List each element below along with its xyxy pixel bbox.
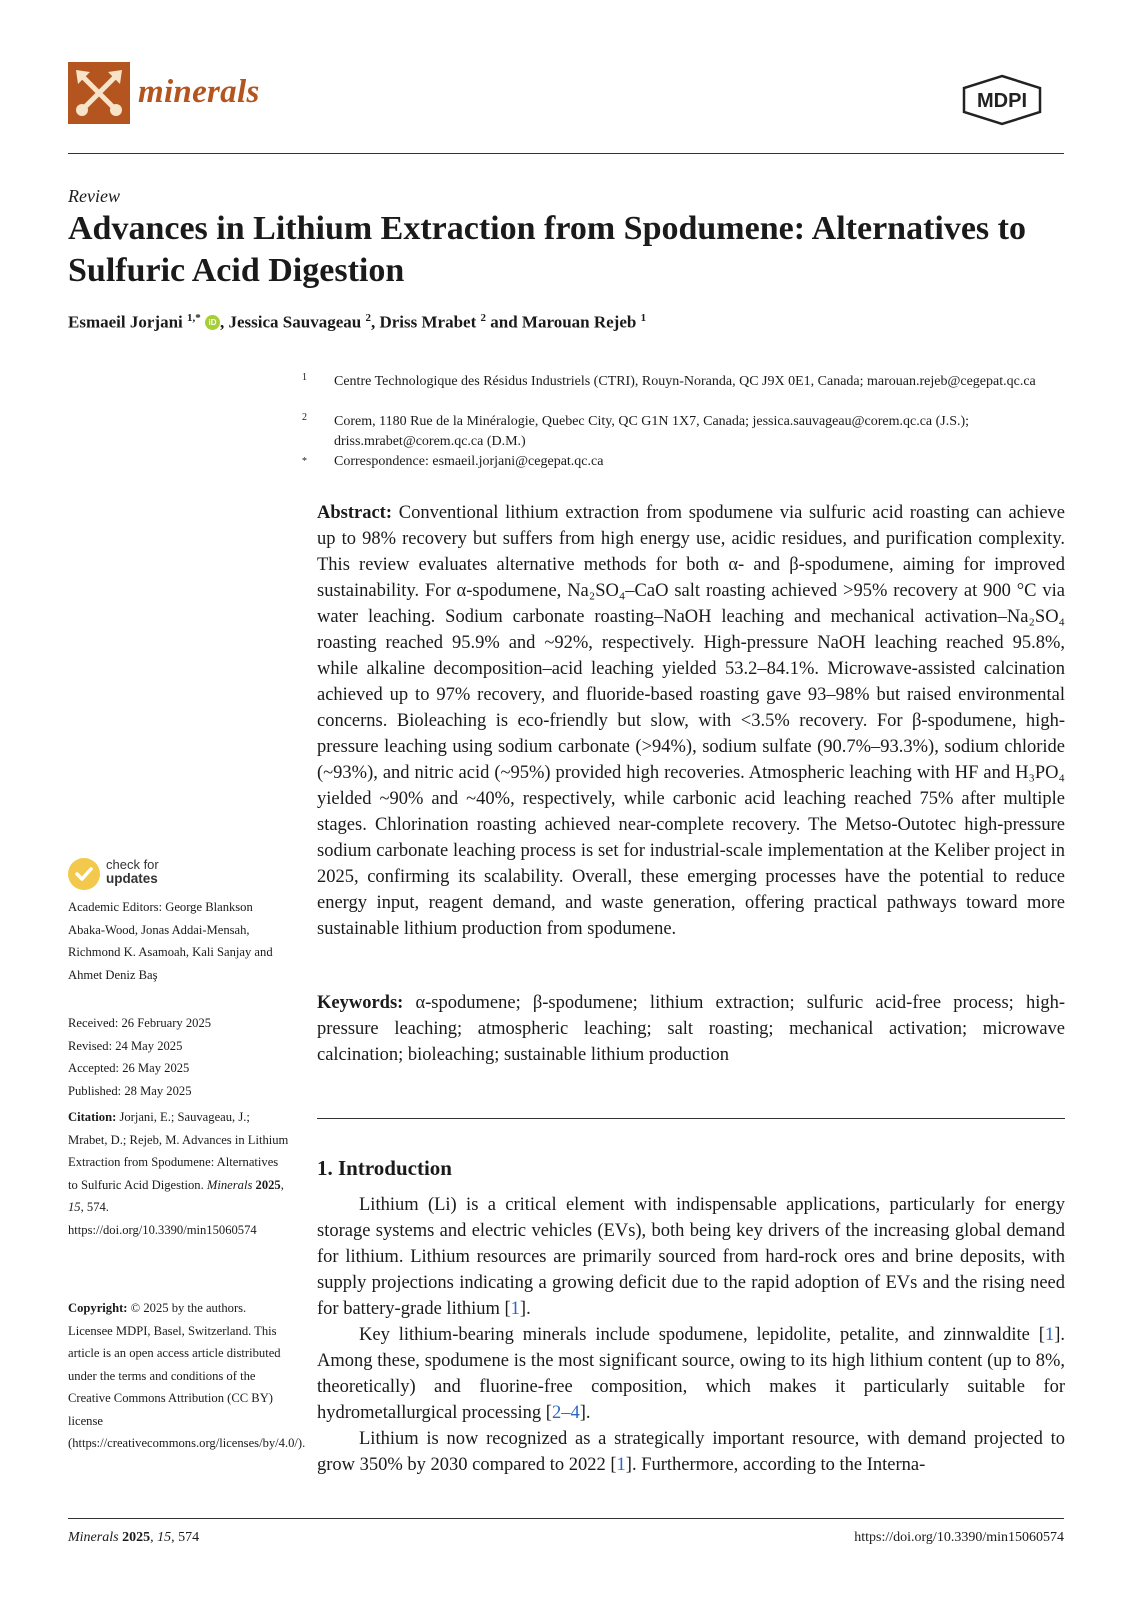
citation-doi[interactable]: , 574. https://doi.org/10.3390/min15060574 [68, 1200, 257, 1237]
citation-journal: Minerals [206, 1177, 253, 1192]
footer-volume: 15 [157, 1530, 172, 1545]
journal-logo [68, 62, 130, 124]
check-updates-label [106, 858, 159, 886]
mdpi-logo [960, 74, 1044, 126]
check-for-updates-button[interactable] [68, 858, 188, 890]
orcid-icon[interactable]: iD [205, 315, 220, 330]
citation-text: Jorjani, E.; Sauvageau, J.; Mrabet, D.; Rejeb, M. Advances in Lithium Extraction from Spodumene: Alternatives to Sulfuric Acid Digestion. [68, 1110, 289, 1192]
footer-divider [68, 1518, 1064, 1519]
section-heading: 1. Introduction [317, 1156, 452, 1180]
paragraph [317, 1322, 1065, 1426]
published-date: Published: 28 May 2025 [68, 1083, 192, 1098]
affiliation [302, 372, 1058, 392]
abstract-text: Conventional lithium extraction from spodumene via sulfuric acid roasting can achieve up to 98% recovery but suffers from high energy use, acidic residues, and purification complexity. This review evaluates alternative methods for both α- and β-spodumene, aiming for improved sustainability. For α-spodumene, Na₂SO₄–CaO salt roasting achieved >95% recovery at 900 °C via water leaching. Sodium carbonate roasting–NaOH leaching and mechanical activation–Na₂SO₄ roasting reached 95.9% and ~92%, respectively. High-pressure NaOH leaching reached 95.8%, while alkaline decomposition–acid leaching yielded 53.2–84.1%. Microwave-assisted calcination achieved up to 97% recovery, and fluoride-based roasting gave 93–98% but raised environmental concerns. Bioleaching is eco-friendly but slow, with <3.5% recovery. For β-spodumene, high-pressure leaching using sodium carbonate (>94%), sodium sulfate (90.7%–93.3%), sodium chloride (~93%), and nitric acid (~95%) provided high recoveries. Atmospheric leaching with HF and H₃PO₄ yielded ~90% and ~40%, respectively, while carbonic acid leaching reached 75% after multiple stages. Chlorination roasting achieved near-complete recovery. The Metso-Outotec high-pressure sodium carbonate leaching process is set for industrial-scale implementation at the Keliber project in 2025, confirming its scalability. Overall, these emerging processes have the potential to reduce energy input, reagent demand, and waste generation, offering practical pathways toward more sustainable lithium production from spodumene. [317, 503, 1065, 939]
citation-link[interactable]: 1 [510, 1299, 520, 1319]
footer-year: 2025 [122, 1530, 151, 1545]
check-updates-line1: check for [106, 857, 159, 872]
citation-block: Citation: Jorjani, E.; Sauvageau, J.; Mrabet, D.; Rejeb, M. Advances in Lithium Extraction from Spodumene: Alternatives to Sulfuric Acid Digestion. Minerals 2025, 15, 574. https://doi.org/10.3390/min15060574 [68, 1110, 289, 1237]
author-name[interactable]: Driss Mrabet [379, 312, 477, 332]
paragraph [317, 1192, 1065, 1322]
paragraph-text: ]. [519, 1299, 531, 1319]
author-name[interactable]: Marouan Rejeb [521, 312, 637, 332]
citation-label: Citation: [68, 1110, 117, 1124]
abstract [317, 500, 1065, 942]
author-affiliation-mark: 1 [640, 312, 647, 324]
correspondence [302, 452, 1058, 472]
crossed-tools-icon [68, 62, 130, 124]
footer-page: , 574 [171, 1530, 200, 1545]
checkmark-icon [68, 858, 100, 890]
author-affiliation-mark: 1,* [187, 312, 201, 324]
introduction-body [317, 1192, 1065, 1478]
paragraph-text: ]. Among these, spodumene is the most significant source, owing to its high lithium content (up to 8%, theoretically) and fluorine-free composition, which makes it particularly suitable for hydrometallurgical processing [ [317, 1325, 1065, 1423]
revised-date: Revised: 24 May 2025 [68, 1038, 183, 1053]
affiliation-text: Corem, 1180 Rue de la Minéralogie, Quebec City, QC G1N 1X7, Canada; jessica.sauvageau@corem.qc.ca (J.S.); driss.mrabet@corem.qc.ca (D.M.) [334, 414, 970, 449]
publication-dates [68, 1012, 290, 1102]
citation-link[interactable]: 1 [1044, 1325, 1055, 1345]
citation-year: 2025 [255, 1177, 281, 1192]
affiliation-mark: 1 [302, 372, 307, 383]
affiliation-mark: * [302, 456, 307, 467]
footer-journal: Minerals [68, 1530, 119, 1545]
citation-link[interactable]: 1 [616, 1455, 626, 1475]
publisher-name: MDPI [977, 90, 1027, 112]
affiliation-mark: 2 [302, 412, 307, 423]
article-type: Review [68, 186, 120, 206]
citation-link[interactable]: 2–4 [551, 1403, 580, 1423]
abstract-label: Abstract: [317, 503, 393, 523]
keywords [317, 990, 1065, 1068]
correspondence-text: Correspondence: esmaeil.jorjani@cegepat.qc.ca [334, 454, 604, 469]
paragraph-text: Lithium is now recognized as a strategically important resource, with demand projected to grow 350% by 2030 compared to 2022 [ [317, 1429, 1065, 1475]
section-divider [317, 1118, 1065, 1119]
affiliation-text: Centre Technologique des Résidus Industriels (CTRI), Rouyn-Noranda, QC J9X 0E1, Canada; marouan.rejeb@cegepat.qc.ca [334, 374, 1036, 389]
citation-volume: 15 [68, 1200, 81, 1214]
copyright-text: © 2025 by the authors. Licensee MDPI, Basel, Switzerland. This article is an open access article distributed under the terms and conditions of the Creative Commons Attribution (CC BY) license (https://creativecommons.org/licenses/by/4.0/). [68, 1301, 306, 1450]
author-affiliation-mark: 2 [365, 312, 371, 324]
copyright-block [68, 1297, 306, 1455]
author-name[interactable]: Jessica Sauvageau [228, 312, 362, 332]
journal-name: minerals [138, 74, 260, 110]
paragraph-text: ]. [579, 1403, 591, 1423]
article-title: Advances in Lithium Extraction from Spodumene: Alternatives to Sulfuric Acid Digestion [68, 210, 1026, 289]
keywords-label: Keywords: [317, 993, 404, 1013]
header-divider [68, 153, 1064, 154]
academic-editors: Academic Editors: George Blankson Abaka-Wood, Jonas Addai-Mensah, Richmond K. Asamoah, Kali Sanjay and Ahmet Deniz Baş [68, 900, 273, 982]
paragraph-text: ]. Furthermore, according to the Interna- [625, 1455, 926, 1475]
paragraph [317, 1426, 1065, 1478]
paragraph-text: Lithium (Li) is a critical element with indispensable applications, particularly for energy storage systems and electric vehicles (EVs), both being key drivers of the increasing global demand for lithium. Lithium resources are primarily sourced from hard-rock ores and brine deposits, with supply projections indicating a growing deficit due to the rapid adoption of EVs and the rising need for battery-grade lithium [ [317, 1195, 1065, 1319]
author-list: Esmaeil Jorjani $^{1,*}$ iD , Jessica Sauvageau $^2$, Driss Mrabet $^2$ and Marouan Rejeb $^1$ [68, 312, 647, 332]
paragraph-text: Key lithium-bearing minerals include spodumene, lepidolite, petalite, and zinnwaldite [ [359, 1325, 1045, 1345]
author-name[interactable]: Esmaeil Jorjani [68, 312, 183, 332]
affiliation [302, 412, 1058, 452]
footer-citation: Minerals 2025, 15, 574 [68, 1530, 200, 1545]
accepted-date: Accepted: 26 May 2025 [68, 1061, 190, 1075]
copyright-label: Copyright: [68, 1301, 128, 1315]
received-date: Received: 26 February 2025 [68, 1016, 212, 1030]
footer-doi-link[interactable]: https://doi.org/10.3390/min15060574 [854, 1530, 1064, 1545]
author-affiliation-mark: 2 [480, 312, 486, 324]
keywords-text: α-spodumene; β-spodumene; lithium extraction; sulfuric acid-free process; high-pressure leaching; atmospheric leaching; salt roasting; mechanical activation; microwave calcination; bioleaching; sustainable lithium production [317, 993, 1065, 1065]
check-updates-line2: updates [106, 871, 158, 886]
